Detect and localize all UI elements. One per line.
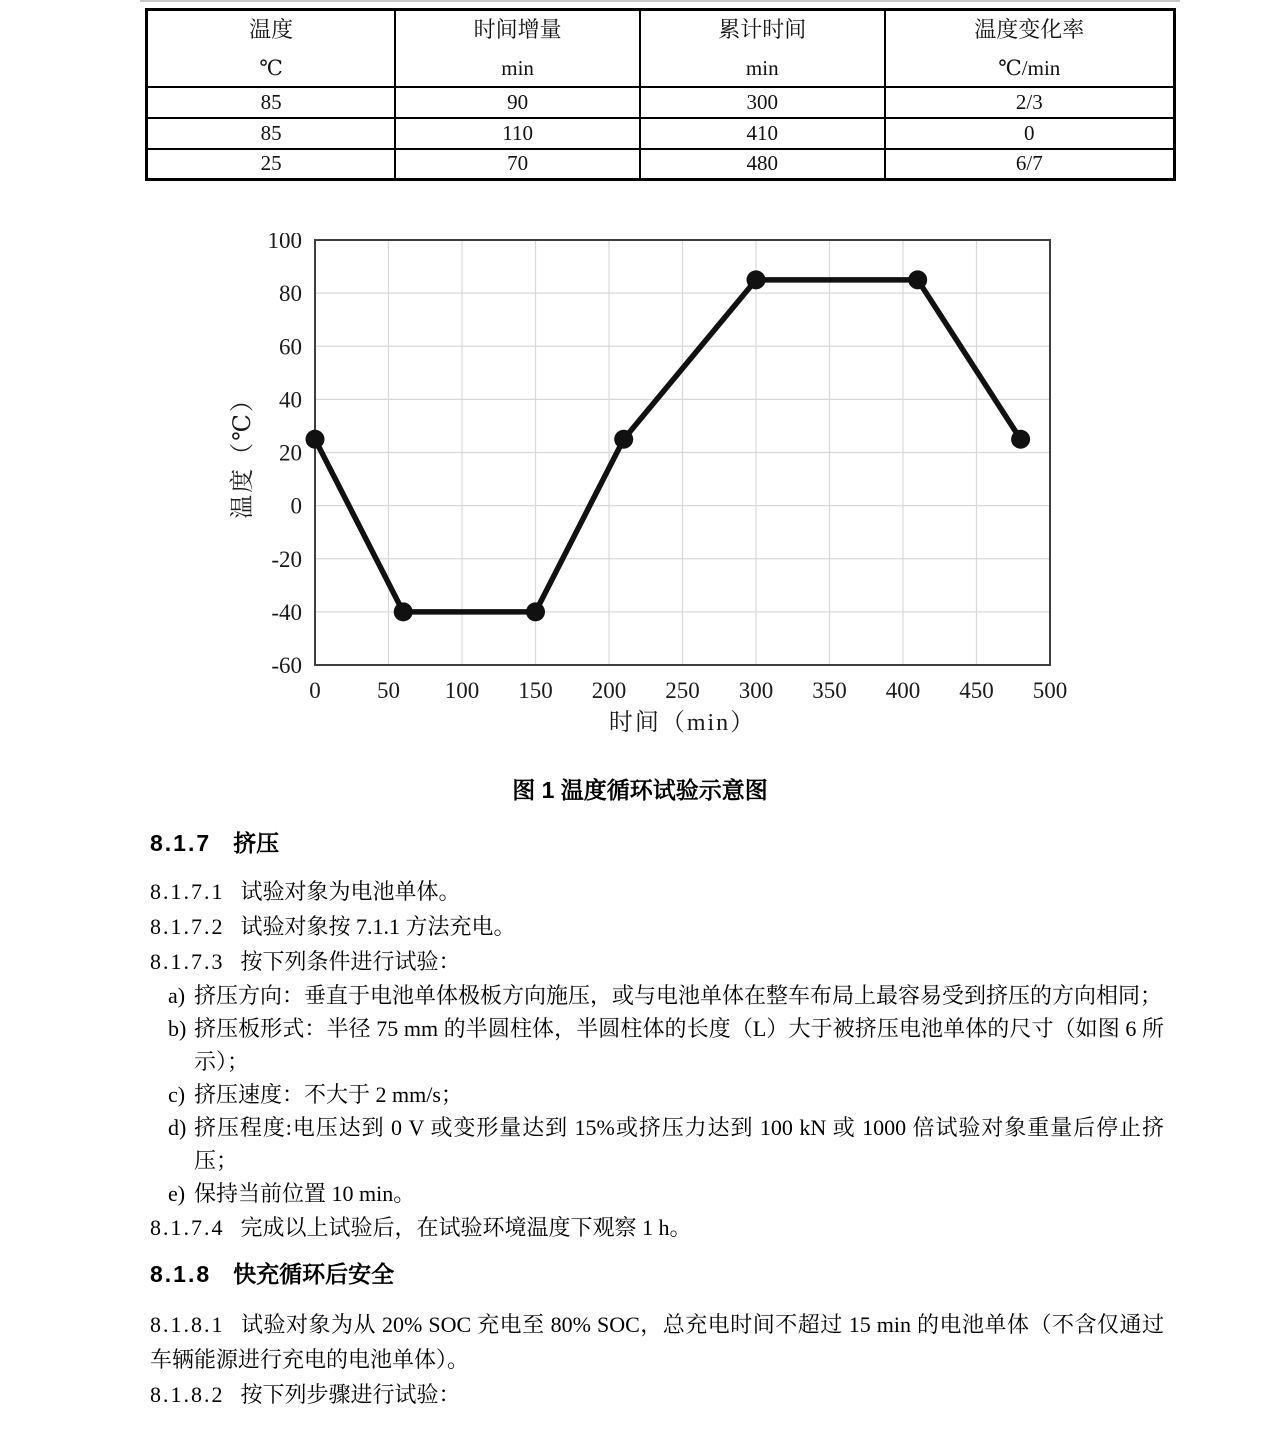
table-header bbox=[147, 10, 1175, 87]
y-tick-label: 80 bbox=[279, 281, 302, 307]
column-unit: ℃/min bbox=[998, 56, 1061, 81]
table-cell: 110 bbox=[395, 118, 640, 149]
y-tick-label: 40 bbox=[279, 387, 302, 413]
clause-text-body: 按下列步骤进行试验： bbox=[240, 1382, 461, 1407]
y-tick-label: -40 bbox=[271, 599, 302, 625]
list-marker: e) bbox=[168, 1181, 186, 1206]
table-header-cell bbox=[640, 10, 885, 87]
column-label: 时间增量 bbox=[473, 17, 562, 43]
figure-1-chart bbox=[218, 233, 1080, 749]
x-tick-label: 150 bbox=[518, 678, 553, 703]
temperature-cycle-table bbox=[145, 8, 1176, 181]
list-marker: c) bbox=[168, 1082, 186, 1107]
clause-number: 8.1.7.1 bbox=[150, 879, 225, 904]
column-label: 温度变化率 bbox=[974, 17, 1085, 43]
y-tick-label: 0 bbox=[290, 493, 302, 519]
table-cell: 6/7 bbox=[885, 149, 1175, 180]
column-unit: min bbox=[501, 56, 534, 81]
section-number: 8.1.7 bbox=[150, 830, 212, 856]
clause-8-1-7-2 bbox=[150, 909, 1164, 944]
list-item-e bbox=[150, 1177, 1164, 1210]
table-body bbox=[147, 87, 1175, 180]
x-tick-label: 450 bbox=[959, 678, 994, 703]
y-tick-label: 100 bbox=[267, 233, 302, 253]
table-header-cell bbox=[885, 10, 1175, 87]
list-item-text: 保持当前位置 10 min。 bbox=[194, 1181, 416, 1206]
table-cell: 2/3 bbox=[885, 87, 1175, 118]
clause-text-body: 试验对象按 7.1.1 方法充电。 bbox=[240, 914, 516, 939]
list-marker: d) bbox=[168, 1115, 187, 1140]
clause-text-body: 完成以上试验后，在试验环境温度下观察 1 h。 bbox=[240, 1215, 692, 1240]
list-item-text: 挤压方向：垂直于电池单体极板方向施压，或与电池单体在整车布局上最容易受到挤压的方向相同； bbox=[194, 983, 1163, 1008]
y-tick-label: -60 bbox=[271, 653, 302, 678]
data-point-marker bbox=[394, 602, 413, 621]
y-tick-label: -20 bbox=[271, 546, 302, 572]
table-cell: 480 bbox=[640, 149, 885, 180]
table-cell: 85 bbox=[147, 87, 396, 118]
data-point-marker bbox=[614, 430, 633, 449]
y-axis-label: 温度（℃） bbox=[230, 386, 256, 519]
data-point-marker bbox=[908, 270, 927, 289]
x-tick-label: 0 bbox=[309, 678, 321, 703]
clause-number: 8.1.7.2 bbox=[150, 914, 225, 939]
section-title: 挤压 bbox=[233, 830, 280, 856]
list-marker: a) bbox=[168, 983, 186, 1008]
clause-number: 8.1.8.1 bbox=[150, 1312, 225, 1337]
x-tick-label: 100 bbox=[444, 678, 480, 703]
x-axis-label: 时间（min） bbox=[608, 710, 757, 736]
section-heading-8-1-7 bbox=[150, 828, 1164, 858]
temperature-cycle-line-chart bbox=[218, 233, 1080, 749]
table-cell: 85 bbox=[147, 118, 396, 149]
clause-number: 8.1.8.2 bbox=[150, 1382, 225, 1407]
clause-number: 8.1.7.3 bbox=[150, 949, 225, 974]
clause-number: 8.1.7.4 bbox=[150, 1215, 225, 1240]
x-tick-label: 50 bbox=[377, 678, 400, 703]
y-tick-label: 60 bbox=[279, 334, 302, 360]
column-unit: min bbox=[745, 56, 779, 81]
list-item-d bbox=[150, 1111, 1164, 1177]
table-cell: 25 bbox=[147, 149, 396, 180]
list-item-a bbox=[150, 979, 1164, 1012]
table-header-row bbox=[147, 10, 1175, 87]
clause-text bbox=[150, 826, 1164, 1412]
x-tick-label: 500 bbox=[1032, 678, 1068, 703]
clause-text-body: 试验对象为从 20% SOC 充电至 80% SOC，总充电时间不超过 15 min 的电池单体（不含仅通过车辆能源进行充电的电池单体）。 bbox=[150, 1312, 1164, 1372]
clause-8-1-8-2 bbox=[150, 1377, 1164, 1412]
x-tick-label: 400 bbox=[885, 678, 921, 703]
data-point-marker bbox=[526, 602, 545, 621]
temperature-series-line bbox=[315, 280, 1021, 612]
data-point-marker bbox=[1011, 430, 1030, 449]
list-marker: b) bbox=[168, 1016, 187, 1041]
y-tick-label: 20 bbox=[279, 440, 302, 466]
figure-caption: 图 1 温度循环试验示意图 bbox=[512, 777, 768, 803]
column-unit: ℃ bbox=[259, 56, 283, 81]
x-tick-label: 300 bbox=[738, 678, 774, 703]
table-row bbox=[147, 87, 1175, 118]
table-cell: 70 bbox=[395, 149, 640, 180]
clause-8-1-7-1 bbox=[150, 874, 1164, 909]
table-cell: 410 bbox=[640, 118, 885, 149]
list-item-b bbox=[150, 1012, 1164, 1078]
column-label: 温度 bbox=[249, 17, 294, 43]
table-header-cell bbox=[395, 10, 640, 87]
section-heading-8-1-8 bbox=[150, 1259, 1164, 1289]
x-tick-label: 200 bbox=[591, 678, 627, 703]
section-title: 快充循环后安全 bbox=[233, 1261, 395, 1287]
clause-8-1-7-4 bbox=[150, 1210, 1164, 1245]
clause-8-1-7-3 bbox=[150, 944, 1164, 979]
clause-text-body: 按下列条件进行试验： bbox=[240, 949, 461, 974]
list-item-text: 挤压板形式：半径 75 mm 的半圆柱体，半圆柱体的长度（L）大于被挤压电池单体的尺寸（如图 6 所示）； bbox=[194, 1016, 1164, 1074]
data-point-marker bbox=[306, 430, 325, 449]
table-cell: 300 bbox=[640, 87, 885, 118]
data-point-marker bbox=[747, 270, 766, 289]
table-cell: 0 bbox=[885, 118, 1175, 149]
table-row bbox=[147, 118, 1175, 149]
page-top-rule bbox=[140, 0, 1180, 2]
table-row bbox=[147, 149, 1175, 180]
clause-text-body: 试验对象为电池单体。 bbox=[240, 879, 461, 904]
list-item-c bbox=[150, 1078, 1164, 1111]
list-item-text: 挤压速度：不大于 2 mm/s； bbox=[194, 1082, 463, 1107]
section-number: 8.1.8 bbox=[150, 1261, 212, 1287]
table-cell: 90 bbox=[395, 87, 640, 118]
x-tick-label: 350 bbox=[812, 678, 847, 703]
clause-8-1-8-1 bbox=[150, 1307, 1164, 1377]
table-header-cell bbox=[147, 10, 396, 87]
column-label: 累计时间 bbox=[718, 17, 807, 43]
x-tick-label: 250 bbox=[665, 678, 700, 703]
list-item-text: 挤压程度:电压达到 0 V 或变形量达到 15%或挤压力达到 100 kN 或 1000 倍试验对象重量后停止挤压； bbox=[194, 1115, 1164, 1173]
